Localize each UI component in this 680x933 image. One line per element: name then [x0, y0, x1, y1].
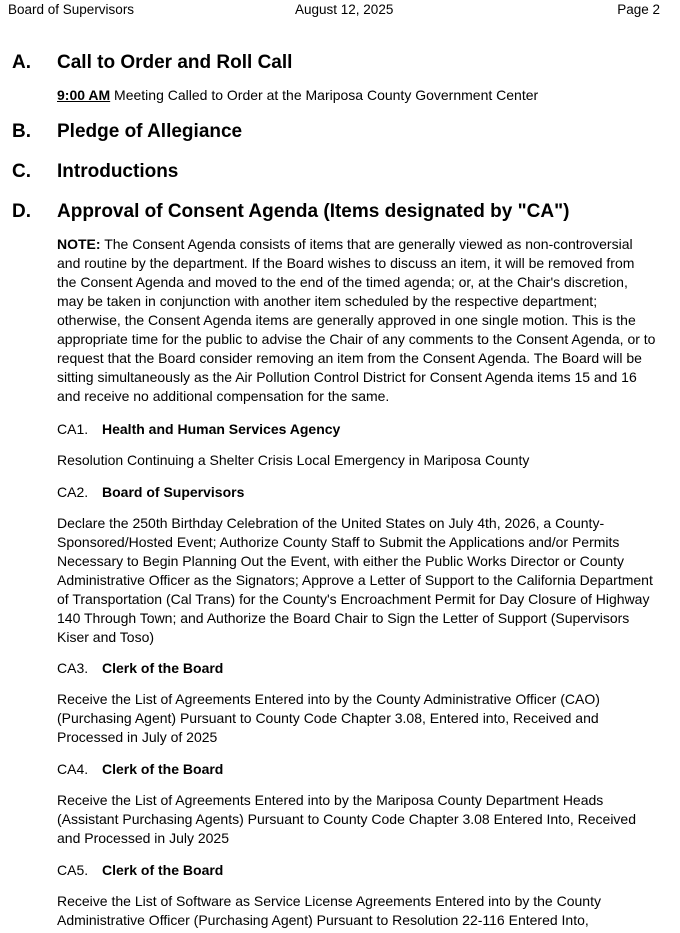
agenda-item-department: Health and Human Services Agency — [102, 421, 341, 437]
agenda-item-description: Receive the List of Agreements Entered into by the Mariposa County Department Heads (Assistant Purchasing Agents) Pursuant to County Code Chapter 3.08 Entered Into, Received and Processed in July 2025 — [57, 792, 636, 846]
agenda-item-number: CA5. — [57, 862, 89, 878]
section-letter: A. — [12, 52, 31, 73]
agenda-item-heading — [57, 660, 223, 676]
page-header — [8, 2, 660, 20]
agenda-item-heading — [57, 484, 244, 500]
section-c-heading — [12, 161, 178, 183]
section-title: Pledge of Allegiance — [57, 121, 243, 142]
agenda-item-number: CA1. — [57, 421, 89, 437]
agenda-item-department: Clerk of the Board — [102, 660, 224, 676]
header-board-name: Board of Supervisors — [8, 2, 135, 17]
agenda-item-number: CA3. — [57, 660, 89, 676]
consent-agenda-note — [57, 235, 657, 406]
section-letter: B. — [12, 121, 31, 142]
section-d-heading — [12, 201, 569, 223]
call-to-order-line — [57, 86, 538, 105]
note-text: The Consent Agenda consists of items that are generally viewed as non-controversial and routine by the department. If the Board wishes to discuss an item, it will be removed from the Consent Agenda and moved to the end of the timed agenda; or, at the Chair's discretion, may be taken in conjunction with another item scheduled by the respective department; otherwise, the Consent Agenda items are generally approved in one single motion. This is the appropriate time for the public to advise the Chair of any comments to the Consent Agenda, or to request that the Board consider removing an item from the Consent Agenda. The Board will be sitting simultaneously as the Air Pollution Control District for Consent Agenda items 15 and 16 and receive no additional compensation for the same. — [57, 236, 656, 404]
agenda-item-department: Board of Supervisors — [102, 484, 245, 500]
meeting-time: 9:00 AM — [57, 87, 111, 103]
agenda-item-description: Receive the List of Agreements Entered into by the County Administrative Officer (CAO) (Purchasing Agent) Pursuant to County Code Chapter 3.08, Entered into, Received and Processed in July of 2025 — [57, 691, 600, 745]
agenda-item-number: CA2. — [57, 484, 89, 500]
section-a-heading — [12, 52, 292, 74]
section-b-heading — [12, 121, 242, 143]
agenda-item-department: Clerk of the Board — [102, 761, 224, 777]
agenda-item-description: Resolution Continuing a Shelter Crisis Local Emergency in Mariposa County — [57, 452, 530, 468]
note-label: NOTE: — [57, 236, 101, 252]
section-letter: D. — [12, 201, 31, 222]
agenda-item-description: Receive the List of Software as Service License Agreements Entered into by the County Administrative Officer (Purchasing Agent) Pursuant to Resolution 22-116 Entered Into, — [57, 893, 601, 928]
agenda-item-number: CA4. — [57, 761, 89, 777]
section-title: Introductions — [57, 161, 179, 182]
agenda-item-heading — [57, 862, 223, 878]
call-to-order-text: Meeting Called to Order at the Mariposa County Government Center — [110, 87, 539, 103]
section-title: Call to Order and Roll Call — [57, 52, 293, 73]
header-date: August 12, 2025 — [295, 2, 394, 17]
agenda-item-heading — [57, 761, 223, 777]
agenda-item-description: Declare the 250th Birthday Celebration of the United States on July 4th, 2026, a County-Sponsored/Hosted Event; Authorize County Staff to Submit the Applications and/or Permits Necessary to Begin Planning Out the Event, with either the Public Works Director or County Administrative Officer as the Signators; Approve a Letter of Support to the California Department of Transportation (Cal Trans) for the County's Encroachment Permit for Day Closure of Highway 140 Through Town; and Authorize the Board Chair to Sign the Letter of Support (Supervisors Kiser and Toso) — [57, 515, 653, 645]
section-title: Approval of Consent Agenda (Items designated by "CA") — [57, 201, 570, 222]
section-letter: C. — [12, 161, 31, 182]
agenda-item-department: Clerk of the Board — [102, 862, 224, 878]
header-page-number: Page 2 — [617, 2, 660, 17]
agenda-item-heading — [57, 421, 340, 437]
